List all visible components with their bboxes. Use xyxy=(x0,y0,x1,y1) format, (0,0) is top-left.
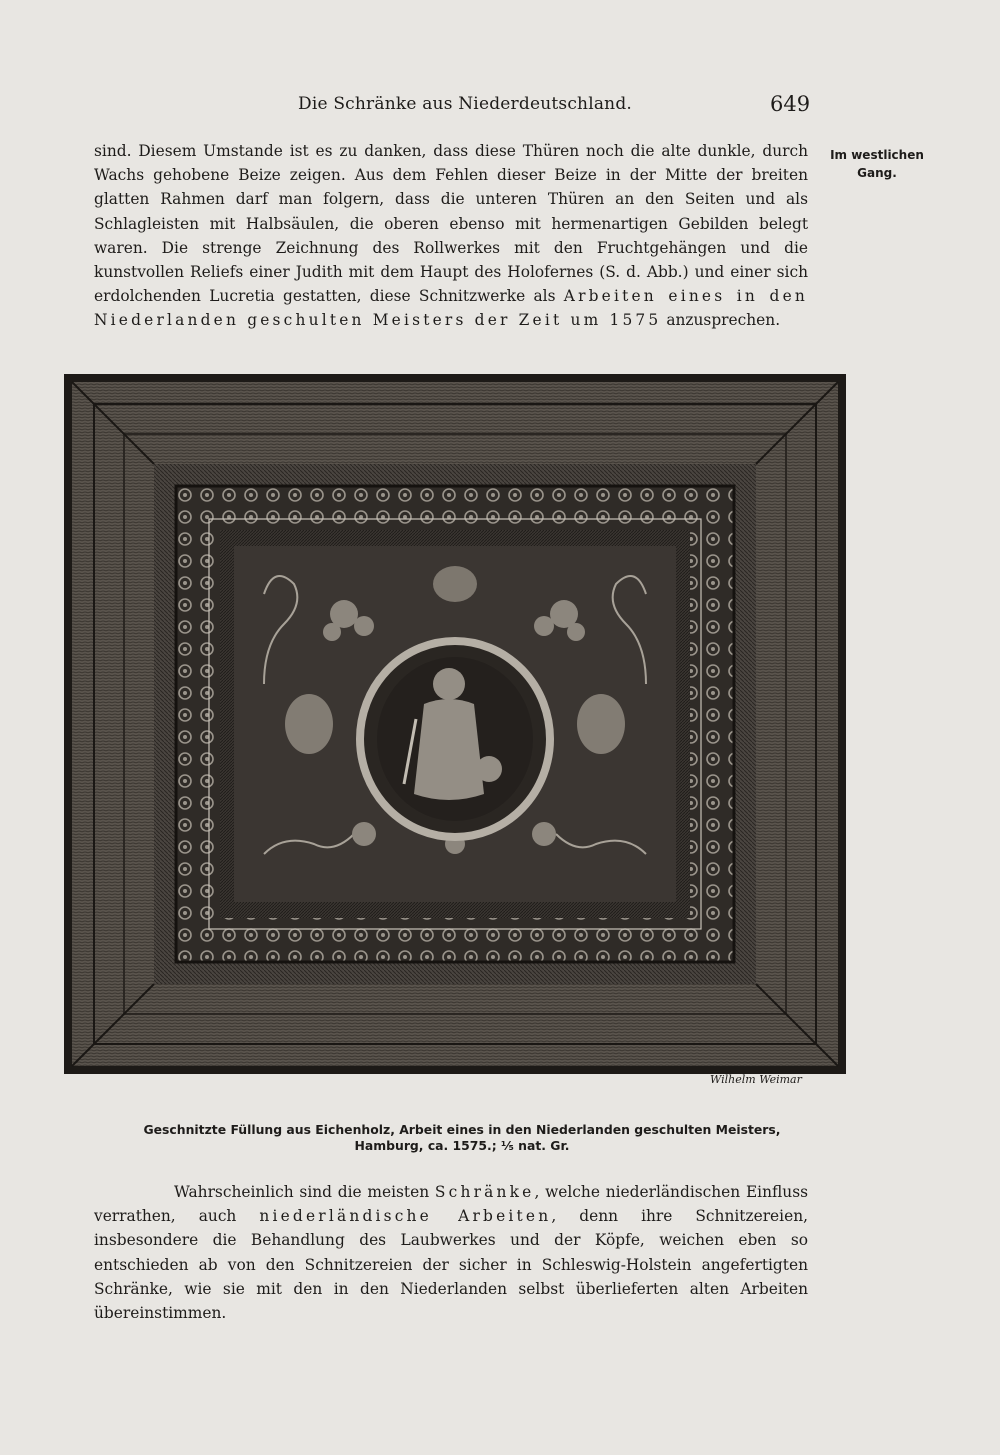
caption-line-1: Geschnitzte Füllung aus Eichenholz, Arbeit eines in den Niederlanden geschulten Meisters, xyxy=(143,1122,781,1137)
paragraph-2-text-b: , welche niederländischen Einfluss verrathen, auch xyxy=(94,1183,808,1226)
paragraph-2-spaced-a: Schränke xyxy=(434,1183,535,1201)
paragraph-2-spaced-b: niederländische Arbeiten xyxy=(259,1207,552,1226)
running-title: Die Schränke aus Niederdeutschland. xyxy=(298,94,633,114)
paragraph-1-text-b: anzusprechen. xyxy=(661,311,781,330)
figure-caption xyxy=(112,1122,812,1154)
paragraph-2 xyxy=(94,1180,808,1325)
paragraph-1 xyxy=(94,139,808,333)
paragraph-1-text-a: sind. Diesem Umstande ist es zu danken, dass diese Thüren noch die alte dunkle, durch Wachs gehobene Beize zeigen. Aus dem Fehlen dieser Beize in der Mitte der breiten glatten Rahmen darf man folgern, dass die unteren Thüren an den Seiten und als Schlagleisten mit Halbsäulen, die oberen ebenso mit hermenartigen Gebilden belegt waren. Die strenge Zeichnung des Rollwerkes mit den Fruchtgehängen und die kunstvollen Reliefs einer Judith mit dem Haupt des Holofernes (S. d. Abb.) und einer sich erdolchenden Lucretia gestatten, diese Schnitzwerke als xyxy=(94,142,808,306)
margin-note-line2: Gang. xyxy=(857,166,897,180)
margin-note xyxy=(822,146,932,182)
caption-line-2: Hamburg, ca. 1575.; ⅕ nat. Gr. xyxy=(354,1138,570,1153)
margin-note-line1: Im westlichen xyxy=(830,148,924,162)
paragraph-2-text-a: Wahrscheinlich sind die meisten xyxy=(174,1183,435,1201)
carved-panel-engraving xyxy=(64,374,846,1074)
carved-panel-illustration xyxy=(64,374,846,1074)
engraver-signature: Wilhelm Weimar xyxy=(710,1073,802,1086)
page-number: 649 xyxy=(770,92,811,116)
paragraph-1-spaced-a: Arbeiten eines in den Niederlanden geschulten Meisters der Zeit um 1575 xyxy=(94,287,808,330)
paragraph-2-text-c: , denn ihre Schnitzereien, insbesondere die Behandlung des Laubwerkes und der Köpfe, weichen eben so entschieden ab von den Schnitzereien der sicher in Schleswig-Holstein angefertigten Schränke, wie sie mit den in den Niederlanden selbst überlieferten alten Arbeiten übereinstimmen. xyxy=(94,1207,808,1323)
